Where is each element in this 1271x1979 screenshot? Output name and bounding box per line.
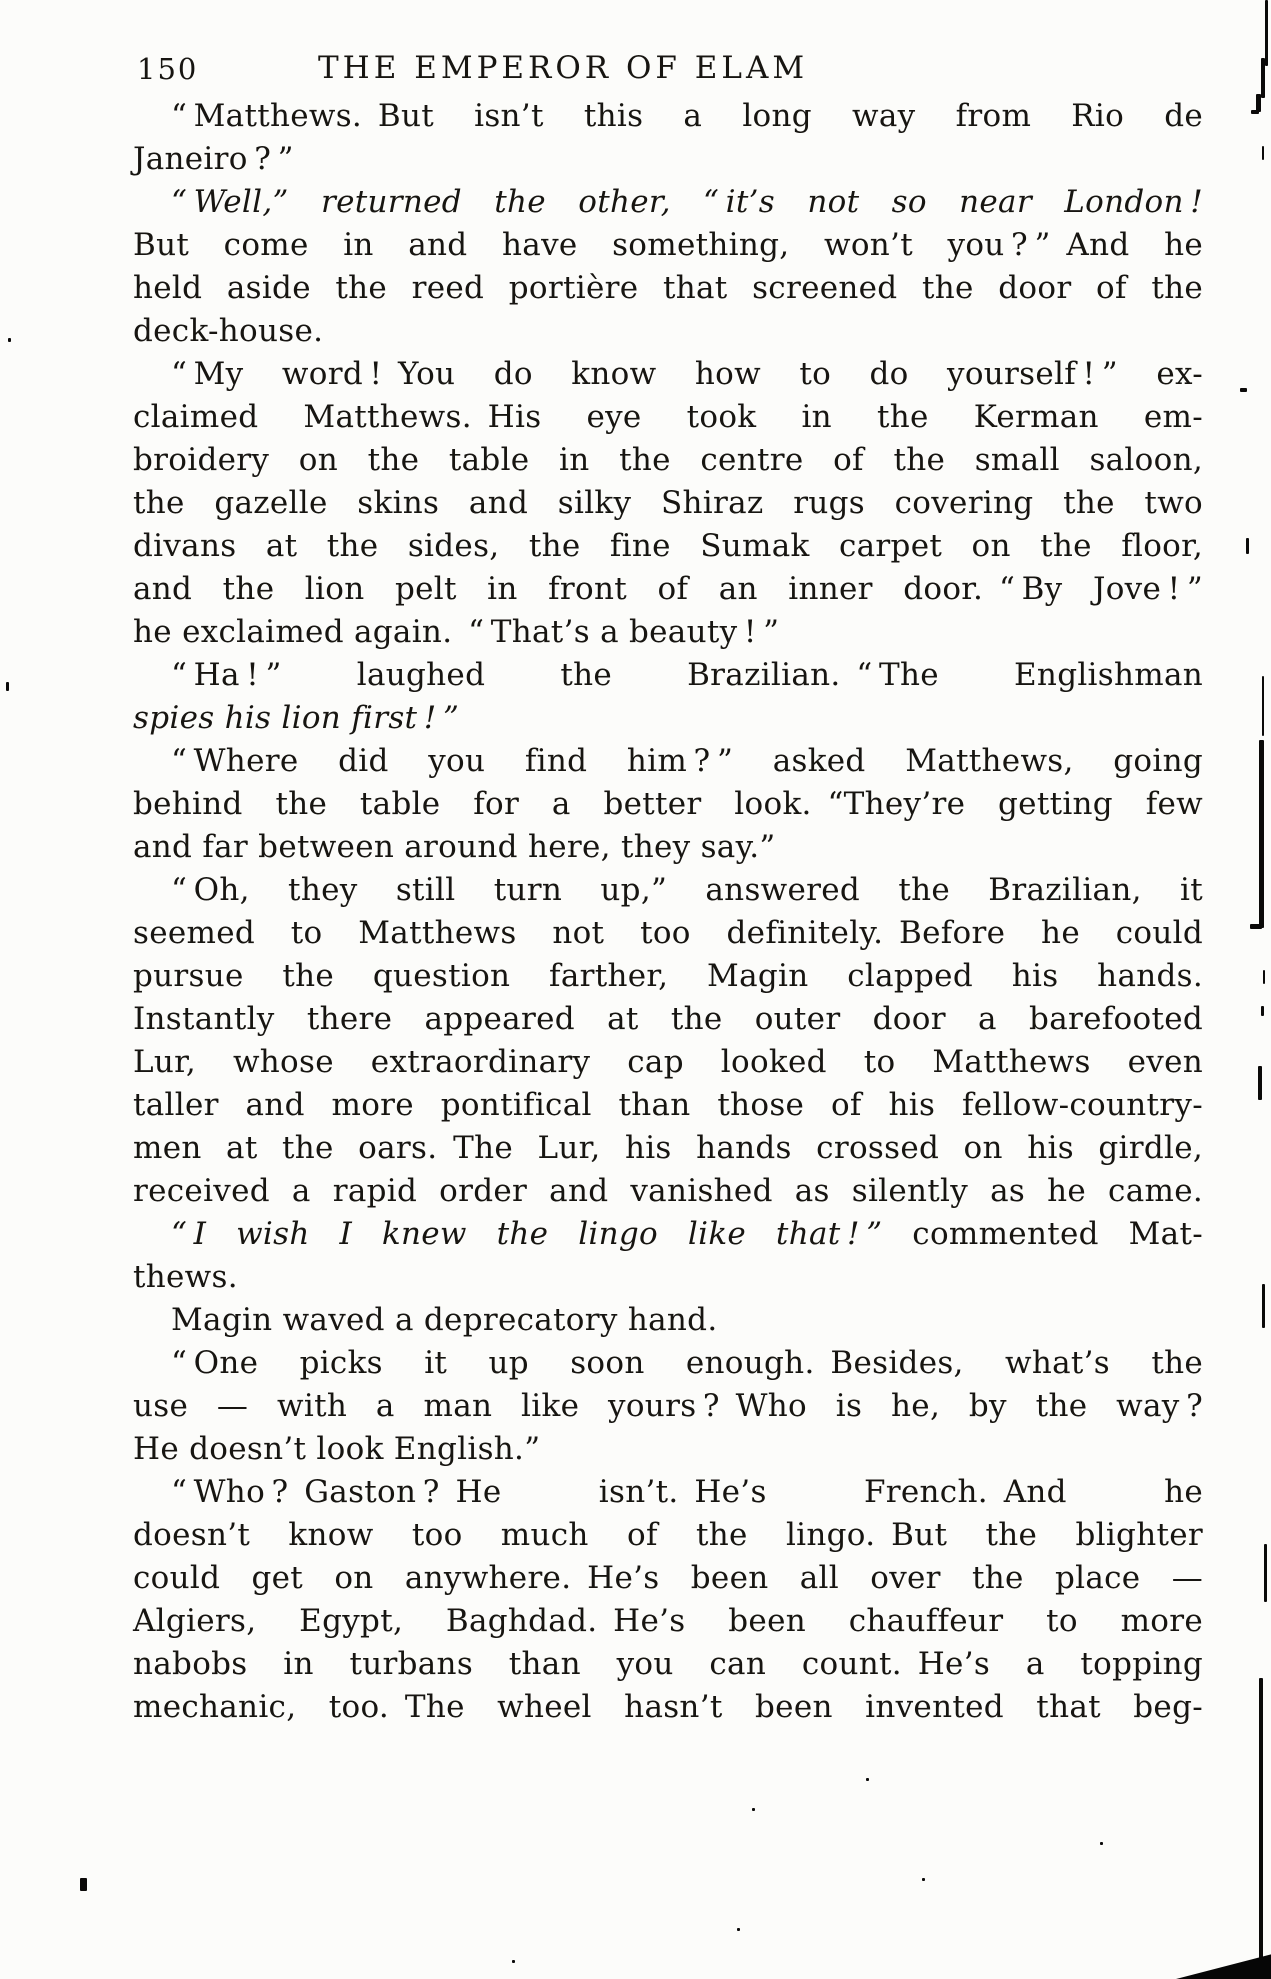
- text-line: seemed to Matthews not too definitely. Before he could: [133, 915, 1203, 951]
- italic-phrase: “ I wish I knew the lingo like that ! ”: [171, 1216, 883, 1252]
- scan-mark: [1250, 924, 1262, 929]
- scan-mark: [1246, 538, 1249, 554]
- text-line: behind the table for a better look. “They’re getting few: [133, 786, 1203, 822]
- text-line: doesn’t know too much of the lingo. But the blighter: [133, 1517, 1203, 1553]
- text-line: could get on anywhere. He’s been all over the place —: [133, 1560, 1203, 1596]
- text-line: Janeiro ? ”: [133, 141, 294, 177]
- scan-mark: [752, 1808, 755, 1811]
- scan-mark: [1263, 970, 1265, 984]
- text-line: the gazelle skins and silky Shiraz rugs covering the two: [133, 485, 1203, 521]
- text-line: claimed Matthews. His eye took in the Kerman em-: [133, 399, 1203, 435]
- text-line: taller and more pontifical than those of his fellow-country-: [133, 1087, 1203, 1123]
- scan-mark: [1262, 676, 1264, 736]
- scan-mark: [1259, 1678, 1263, 1979]
- text-line: “ My word ! You do know how to do yourself ! ” ex-: [171, 356, 1203, 392]
- text-line: “ Where did you find him ? ” asked Matthews, going: [171, 743, 1203, 779]
- text-line: men at the oars. The Lur, his hands crossed on his girdle,: [133, 1130, 1203, 1166]
- scan-mark: [737, 1928, 740, 1931]
- text-line: He doesn’t look English.”: [133, 1431, 541, 1467]
- text-line: received a rapid order and vanished as silently as he came.: [133, 1173, 1203, 1209]
- body-text: [133, 95, 1203, 1729]
- scan-mark: [1259, 740, 1264, 928]
- scan-mark: [512, 1960, 515, 1963]
- text-line: spies his lion first ! ”: [133, 700, 460, 736]
- scan-mark: [6, 682, 9, 691]
- text-line: he exclaimed again. “ That’s a beauty ! ”: [133, 614, 780, 650]
- running-title: THE EMPEROR OF ELAM: [318, 50, 809, 86]
- text-line: broidery on the table in the centre of the small saloon,: [133, 442, 1203, 478]
- text-line: use — with a man like yours ? Who is he, by the way ?: [133, 1388, 1203, 1424]
- scan-mark: [1261, 1006, 1264, 1016]
- text-segment: commented Mat-: [882, 1216, 1203, 1252]
- text-line: Magin waved a deprecatory hand.: [171, 1302, 718, 1338]
- text-line: thews.: [133, 1259, 238, 1295]
- text-line: nabobs in turbans than you can count. He’s a topping: [133, 1646, 1203, 1682]
- text-line: “ Oh, they still turn up,” answered the Brazilian, it: [171, 872, 1203, 908]
- text-line: “ Well,” returned the other, “ it’s not so near London !: [171, 184, 1203, 220]
- scan-mark: [922, 1878, 925, 1881]
- scan-mark: [8, 338, 11, 342]
- scan-mark: [1251, 110, 1259, 114]
- scan-corner-artifact: [1176, 1950, 1271, 1979]
- text-line: pursue the question farther, Magin clapped his hands.: [133, 958, 1203, 994]
- scan-mark: [1240, 388, 1247, 392]
- scan-mark: [80, 1878, 87, 1891]
- text-line: But come in and have something, won’t you ? ” And he: [133, 227, 1203, 263]
- scan-mark: [1100, 1842, 1103, 1845]
- scan-mark: [866, 1778, 869, 1781]
- text-line: Algiers, Egypt, Baghdad. He’s been chauffeur to more: [133, 1603, 1203, 1639]
- text-line: and the lion pelt in front of an inner door. “ By Jove ! ”: [133, 571, 1203, 607]
- text-line: “ Who ? Gaston ? He isn’t. He’s French. And he: [171, 1474, 1203, 1510]
- text-line: Instantly there appeared at the outer door a barefooted: [133, 1001, 1203, 1037]
- text-line: divans at the sides, the fine Sumak carpet on the floor,: [133, 528, 1203, 564]
- scan-mark: [1262, 146, 1264, 160]
- text-line: Lur, whose extraordinary cap looked to Matthews even: [133, 1044, 1203, 1080]
- text-line: mechanic, too. The wheel hasn’t been invented that beg-: [133, 1689, 1203, 1725]
- text-line: “ Ha ! ” laughed the Brazilian. “ The Englishman: [171, 657, 1203, 693]
- text-line: “ One picks it up soon enough. Besides, what’s the: [171, 1345, 1203, 1381]
- page-number: 150: [137, 52, 199, 86]
- scan-mark: [1264, 1544, 1267, 1602]
- scan-mark: [1261, 58, 1265, 98]
- scan-mark: [1265, 0, 1268, 66]
- text-line: [133, 1213, 1203, 1256]
- scan-mark: [1258, 1066, 1262, 1100]
- text-line: deck-house.: [133, 313, 324, 349]
- text-line: “ Matthews. But isn’t this a long way from Rio de: [171, 98, 1203, 134]
- scan-mark: [1262, 1284, 1265, 1328]
- text-line: held aside the reed portière that screened the door of the: [133, 270, 1203, 306]
- text-line: and far between around here, they say.”: [133, 829, 776, 865]
